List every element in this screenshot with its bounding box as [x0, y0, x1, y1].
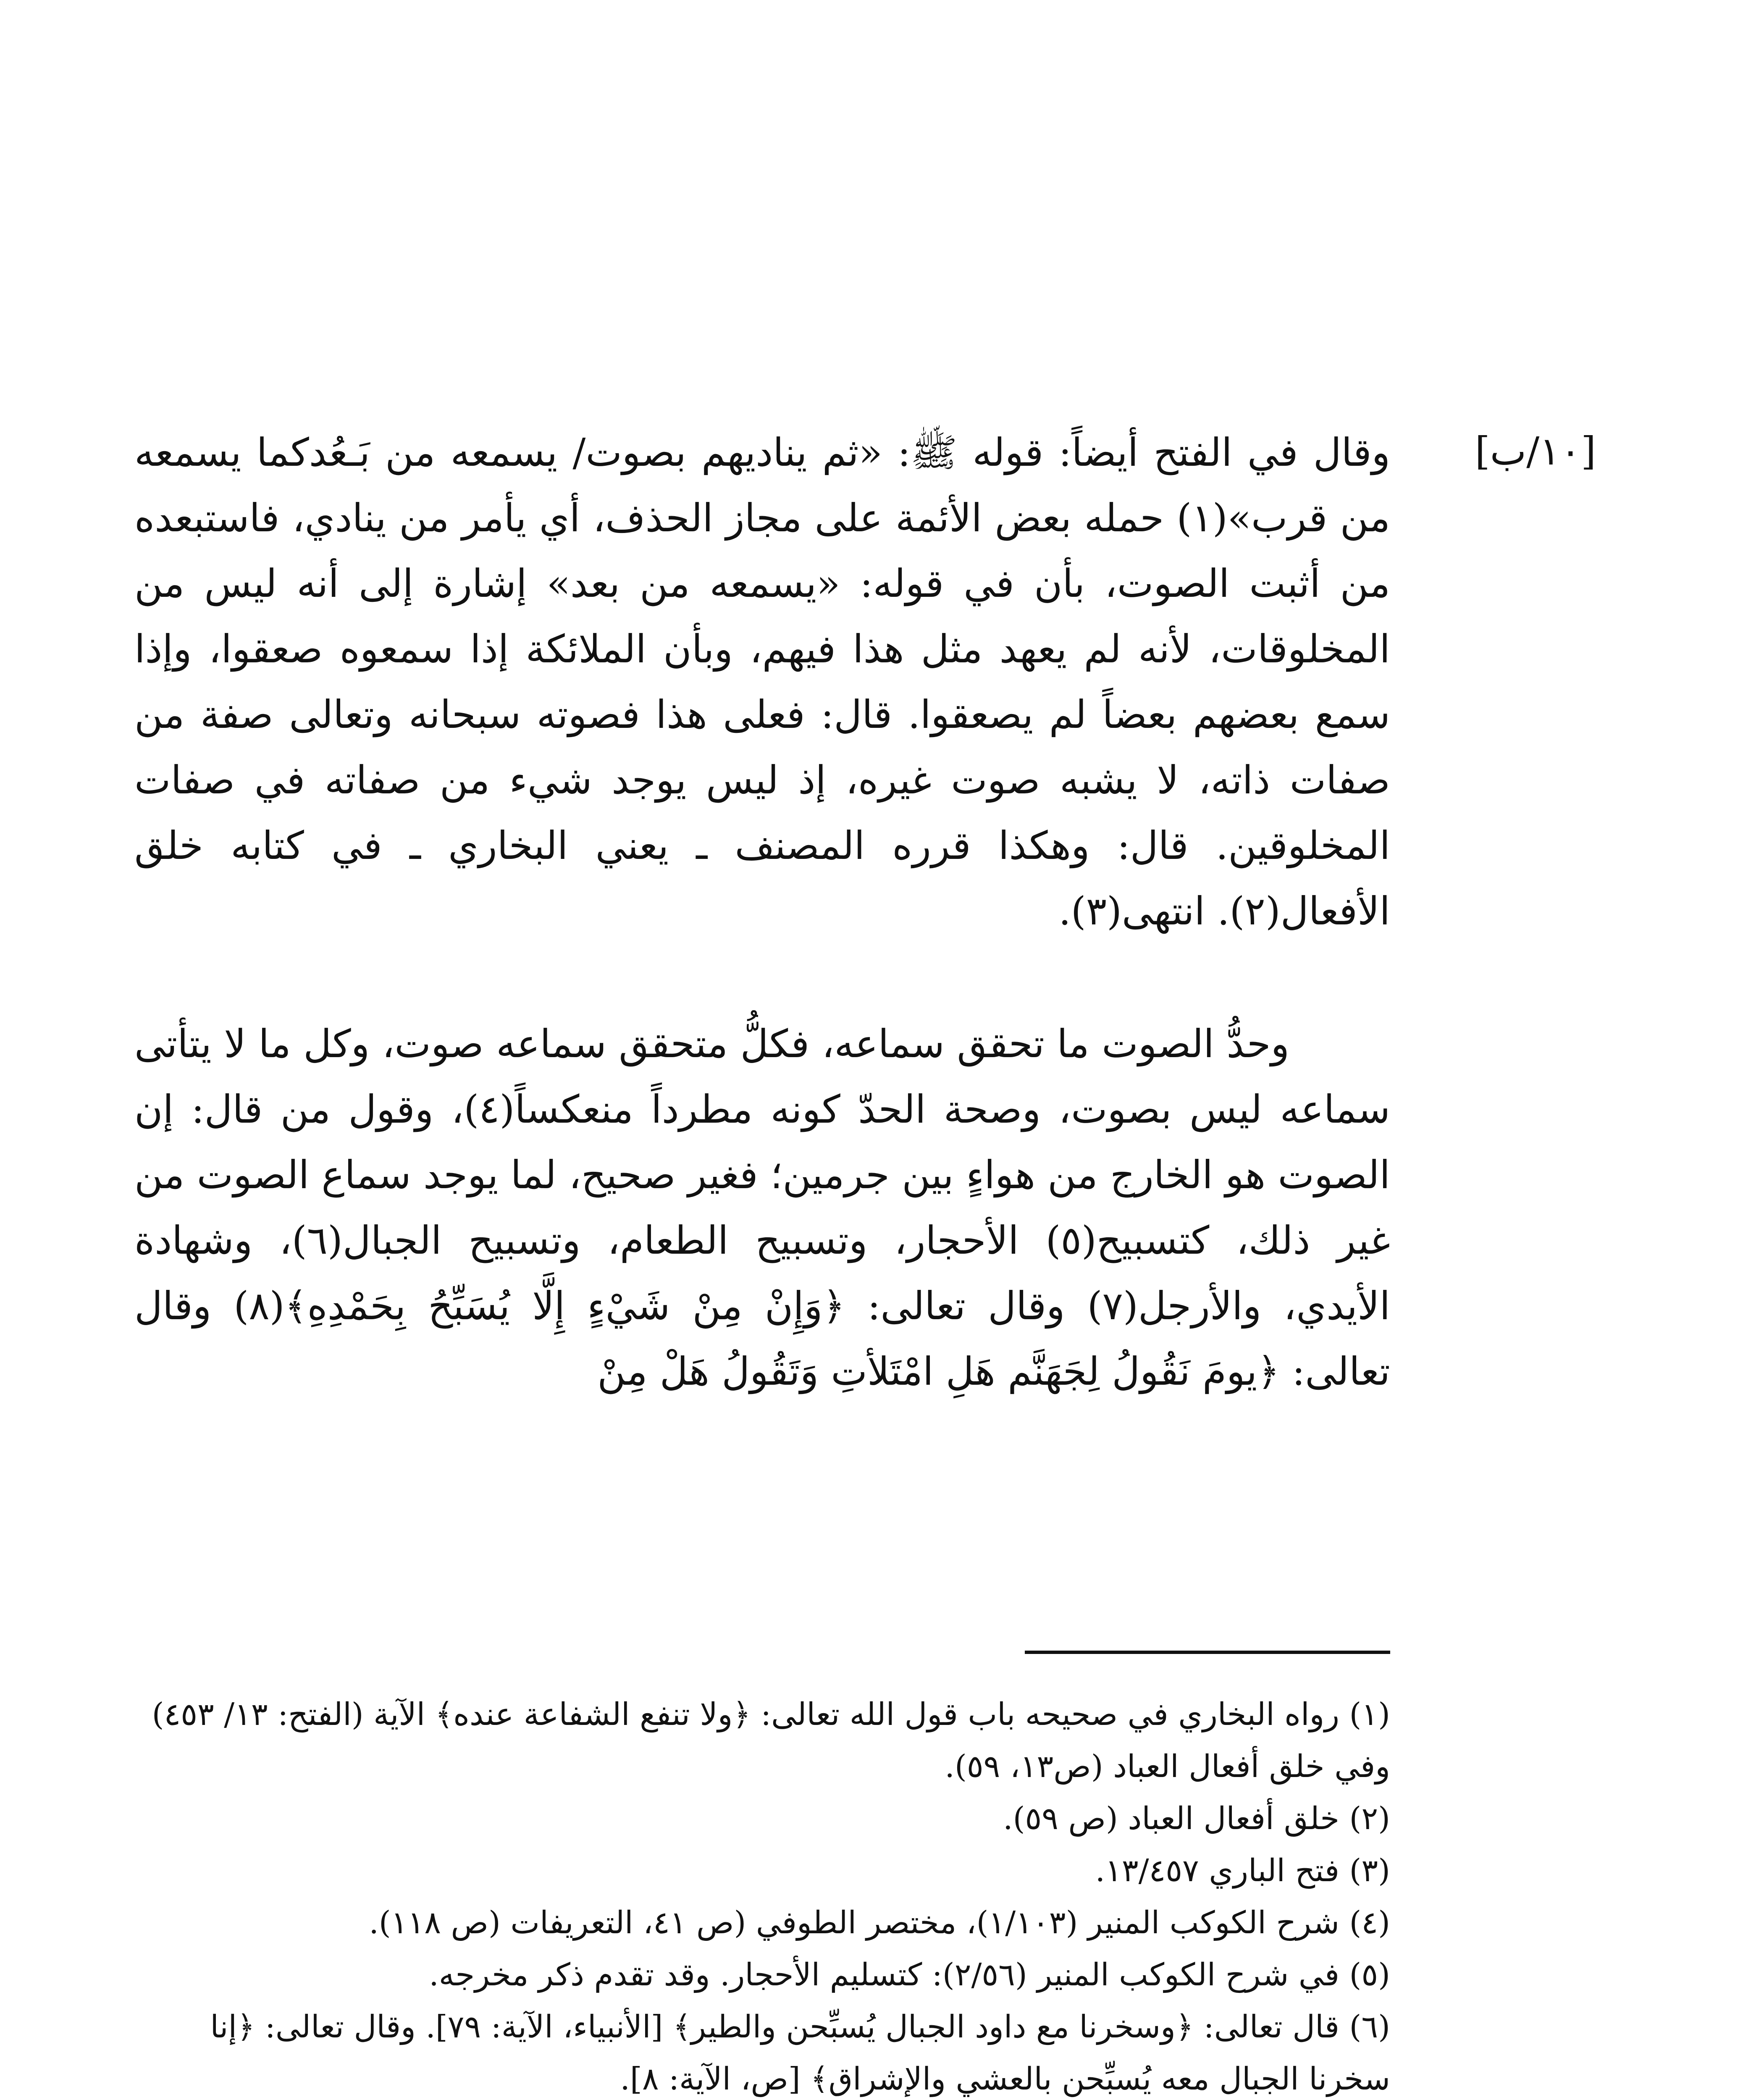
footnote-item: (٣) فتح الباري ١٣/٤٥٧.: [1095, 1853, 1390, 1889]
footnote-item: (١) رواه البخاري في صحيحه باب قول الله تعالى: ﴿ولا تنفع الشفاعة عنده﴾ الآية (الفتح: ١٣/ ٤٥٣) وفي خلق أفعال العباد (ص١٣، ٥٩).: [152, 1696, 1390, 1785]
main-paragraph: وحدُّ الصوت ما تحقق سماعه، فكلُّ متحقق سماعه صوت، وكل ما لا يتأتى سماعه ليس بصوت، وصحة الحدّ كونه مطرداً منعكساً(٤)، وقول من قال: إن الصوت هو الخارج من هواءٍ بين جرمين؛ فغير صحيح، لما يوجد سماع الصوت من غير ذلك، كتسبيح(٥) الأحجار، وتسبيح الطعام، وتسبيح الجبال(٦)، وشهادة الأيدي، والأرجل(٧) وقال تعالى: ﴿وَإِنْ مِنْ شَيْءٍ إِلَّا يُسَبِّحُ بِحَمْدِهِ﴾(٨) وقال تعالى: ﴿يومَ نَقُولُ لِجَهَنَّم هَلِ امْتَلأتِ وَتَقُولُ هَلْ مِنْ: [134, 1021, 1391, 1394]
footnote-item: (٢) خلق أفعال العباد (ص ٥٩).: [1003, 1801, 1390, 1837]
footnote-item: (٥) في شرح الكوكب المنير (٢/٥٦): كتسليم الأحجار. وقد تقدم ذكر مخرجه.: [429, 1957, 1390, 1993]
main-paragraph: وقال في الفتح أيضاً: قوله ﷺ: «ثم يناديهم بصوت/ يسمعه من بَـعُدكما يسمعه من قرب»(١) حمله بعض الأئمة على مجاز الحذف، أي يأمر من ينادي، فاستبعده من أثبت الصوت، بأن في قوله: «يسمعه من بعد» إشارة إلى أنه ليس من المخلوقات، لأنه لم يعهد مثل هذا فيهم، وبأن الملائكة إذا سمعوه صعقوا، وإذا سمع بعضهم بعضاً لم يصعقوا. قال: فعلى هذا فصوته سبحانه وتعالى صفة من صفات ذاته، لا يشبه صوت غيره، إذ ليس يوجد شيء من صفاته في صفات المخلوقين. قال: وهكذا قرره المصنف ـ يعني البخاري ـ في كتابه خلق الأفعال(٢). انتهى(٣).: [134, 430, 1391, 934]
footnote-item: (٦) قال تعالى: ﴿وسخرنا مع داود الجبال يُسبِّحن والطير﴾ [الأنبياء، الآية: ٧٩]. وقال تعالى: ﴿إنا سخرنا الجبال معه يُسبِّحن بالعشي والإشراق﴾ [ص، الآية: ٨].: [210, 2009, 1390, 2097]
footnote-separator: [1025, 1651, 1390, 1654]
footnote-item: (٤) شرح الكوكب المنير (١/١٠٣)، مختصر الطوفي (ص ٤١، التعريفات (ص ١١٨).: [369, 1905, 1390, 1941]
margin-reference: [١٠/ب]: [1475, 429, 1596, 474]
main-text-body: [134, 420, 1390, 1404]
footnotes-section: [134, 1688, 1390, 2100]
